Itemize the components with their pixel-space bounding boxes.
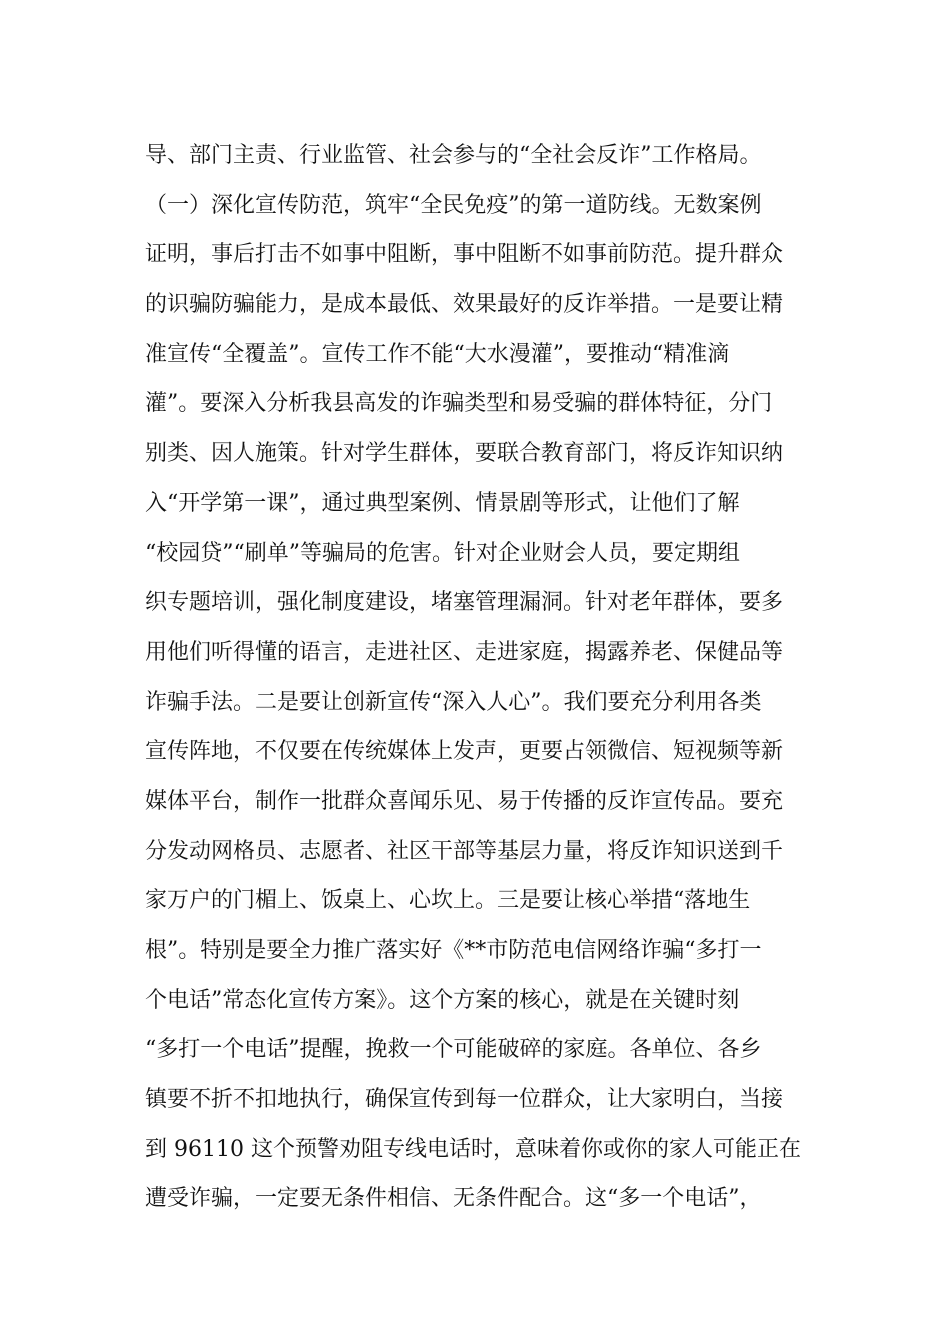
text-line: 镇要不折不扣地执行，确保宣传到每一位群众，让大家明白，当接	[145, 1087, 784, 1113]
text-line: 用他们听得懂的语言，走进社区、走进家庭，揭露养老、保健品等	[145, 639, 784, 665]
text-line: （一）深化宣传防范，筑牢“全民免疫”的第一道防线。无数案例	[145, 192, 762, 218]
text-line: 遭受诈骗，一定要无条件相信、无条件配合。这“多一个电话”，	[145, 1186, 762, 1212]
text-line: “多打一个电话”提醒，挽救一个可能破碎的家庭。各单位、各乡	[145, 1037, 762, 1063]
text-line: 媒体平台，制作一批群众喜闻乐见、易于传播的反诈宣传品。要充	[145, 788, 784, 814]
text-line: 证明，事后打击不如事中阻断，事中阻断不如事前防范。提升群众	[145, 242, 784, 268]
text-line: 灌”。要深入分析我县高发的诈骗类型和易受骗的群体特征，分门	[145, 391, 773, 417]
text-line: 宣传阵地，不仅要在传统媒体上发声，更要占领微信、短视频等新	[145, 739, 784, 765]
text-line: 准宣传“全覆盖”。宣传工作不能“大水漫灌”，要推动“精准滴	[145, 341, 730, 367]
text-line: 织专题培训，强化制度建设，堵塞管理漏洞。针对老年群体，要多	[145, 590, 784, 616]
text-line: 根”。特别是要全力推广落实好《**市防范电信网络诈骗“多打一	[145, 938, 762, 963]
text-line: 别类、因人施策。针对学生群体，要联合教育部门，将反诈知识纳	[145, 441, 784, 467]
body-text	[145, 131, 815, 1224]
text-line: 导、部门主责、行业监管、社会参与的“全社会反诈”工作格局。	[145, 143, 762, 168]
text-line: 入“开学第一课”，通过典型案例、情景剧等形式，让他们了解	[145, 490, 740, 516]
text-line: 到 96110 这个预警劝阻专线电话时，意味着你或你的家人可能正在	[145, 1136, 801, 1162]
text-line: 诈骗手法。二是要让创新宣传“深入人心”。我们要充分利用各类	[145, 689, 762, 715]
text-line: 分发动网格员、志愿者、社区干部等基层力量，将反诈知识送到千	[145, 838, 784, 864]
text-line: 个电话”常态化宣传方案》。这个方案的核心，就是在关键时刻	[145, 987, 740, 1013]
text-line: 家万户的门楣上、饭桌上、心坎上。三是要让核心举措“落地生	[145, 888, 751, 914]
text-line: 的识骗防骗能力，是成本最低、效果最好的反诈举措。一是要让精	[145, 292, 784, 318]
text-line: “校园贷”“刷单”等骗局的危害。针对企业财会人员，要定期组	[145, 540, 740, 566]
